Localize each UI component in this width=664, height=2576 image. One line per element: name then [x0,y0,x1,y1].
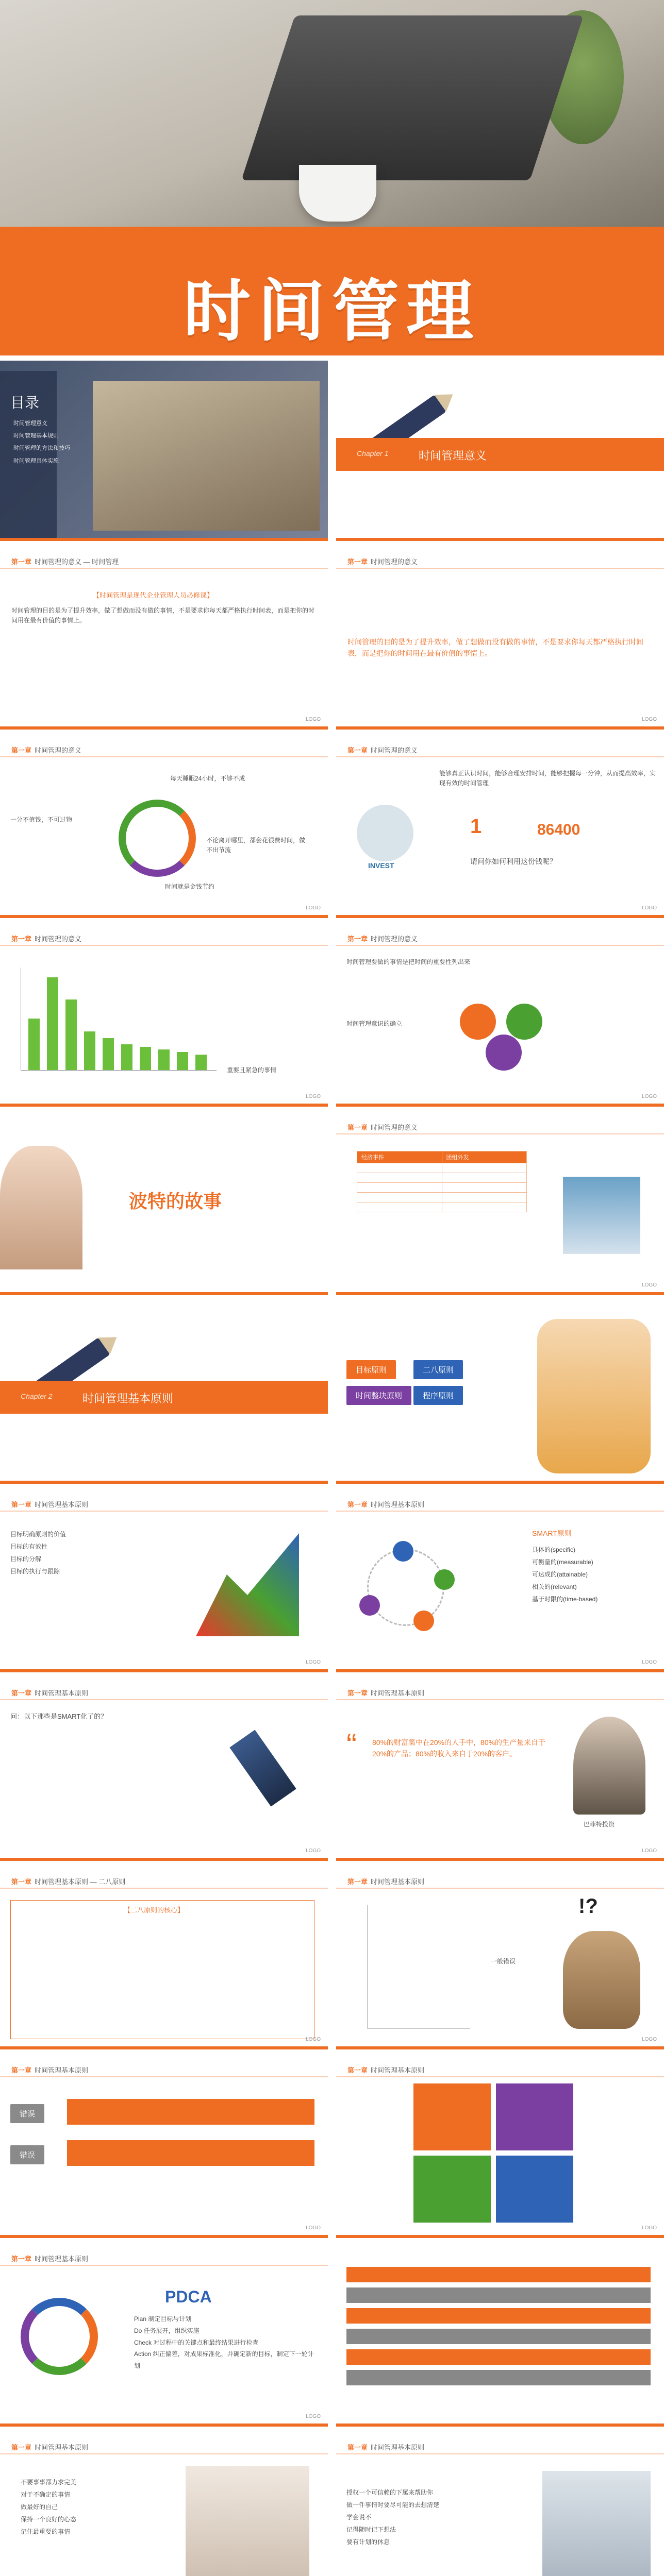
quadrant-1 [413,2083,491,2150]
chart-bar [84,1031,95,1070]
chapter-bar [0,1381,328,1414]
orange-strip [346,2267,651,2282]
quadrant-4 [496,2156,573,2223]
list-item: 目标明确原则的价值 [10,1531,67,1538]
buffett-photo [573,1717,645,1815]
chart-legend: 重要且紧急的事情 [227,1066,277,1074]
logo: LOGO [306,717,321,722]
divider [336,1133,664,1134]
slide-19 [0,2246,328,2427]
orange-strip [346,2349,651,2365]
slide-header: 第一章 时间管理的意义 [11,747,82,754]
logo: LOGO [642,905,657,911]
slide-20 [336,2246,664,2427]
divider [336,756,664,757]
children-photo [537,1319,651,1473]
logo: LOGO [306,2225,321,2231]
laptop-image [241,15,584,180]
arrows-graphic [196,1533,299,1636]
circle-value [486,1035,522,1071]
contents-item[interactable]: 时间管理具体实施 [13,457,59,464]
cycle-label: 一分不值钱，不可过物 [10,816,73,823]
chart-bar [47,977,58,1070]
contents-item[interactable]: 时间管理的方法和技巧 [13,445,70,452]
slide-header: 第一章 时间管理的意义 [347,558,418,566]
dog-photo [563,1931,640,2029]
logo: LOGO [642,2037,657,2042]
story-title: 波特的故事 [129,1191,222,1212]
divider [336,945,664,946]
divider [336,2076,664,2077]
slide-8 [336,1115,664,1295]
slide-17 [0,2058,328,2238]
slide-12 [336,1492,664,1672]
circle-efficiency [506,1004,542,1040]
quadrant-3 [413,2156,491,2223]
list-item: 目标的执行与跟踪 [10,1568,60,1575]
slide-5 [0,738,328,918]
slide-header: 第一章 时间管理的意义 — 时间管理 [11,558,119,566]
slide-15 [0,1869,328,2049]
box-title: 【二八原则的核心】 [124,1906,185,1914]
divider [0,945,328,946]
slide-header: 第一章 时间管理基本原则 [11,1689,89,1697]
error-label: 一般错误 [491,1958,516,1965]
contents-list [13,417,70,467]
chart-bar [103,1038,114,1071]
smart-list: 具体的(specific) 可衡量的(measurable) 可达成的(attainable) 相关的(relevant) 基于时限的(time-based) [532,1546,598,1603]
person-name: 巴菲特投资 [584,1821,615,1828]
divider [0,1888,328,1889]
coffee-cup-image [299,165,376,222]
event-table: 经济事件 团组外发 [357,1151,527,1212]
pdca-title: PDCA [165,2287,212,2306]
slide-header: 第一章 时间管理基本原则 [11,1501,89,1509]
logo: LOGO [306,1848,321,1854]
chart-bar [28,1019,40,1070]
highlight-text: 时间管理的目的是为了提升效率，做了想做而没有做的事情，不是要求你每天都严格执行时间表，而是把你的时间用在最有价值的事情上。 [347,638,643,657]
left-label: 时间管理意识的确立 [346,1020,403,1027]
divider [336,1699,664,1700]
slide-header: 第一章 时间管理基本原则 [347,1689,425,1697]
slide-11 [0,1492,328,1672]
chart-bar [121,1044,132,1070]
orange-bar [67,2140,314,2166]
cycle-label: 时间就是金钱节约 [165,883,215,890]
chapter-bar [336,438,664,471]
body-text: 时间管理的目的是为了提升效率，做了想做而没有做的事情，不是要求你每天都严格执行时间表，而是把你的时间用在最有价值的事情上。 [11,607,315,624]
slide-9 [0,1115,328,1295]
logo: LOGO [642,717,657,722]
divider [336,1511,664,1512]
line-graph [367,1905,470,2029]
logo: LOGO [306,2414,321,2419]
question-text: 请问你如何利用这份钱呢？ [470,857,557,866]
slide-heading: 【时间管理是现代企业管理人员必修课】 [93,591,214,599]
logo: LOGO [642,1848,657,1854]
slide-chapter-2 [0,1303,328,1484]
logo: LOGO [306,1094,321,1099]
principle-pill[interactable]: 时间整块原则 [346,1386,411,1405]
writing-hand-photo [186,2466,309,2576]
slide-2 [0,549,328,730]
ring-dot [393,1541,413,1562]
contents-item[interactable]: 时间管理基本规则 [13,433,59,439]
divider [0,2076,328,2077]
list-item: 目标的有效性 [10,1543,48,1550]
slide-header: 第一章 时间管理基本原则 [11,2066,89,2074]
slide-chapter-1 [336,361,664,541]
slide-3 [336,549,664,730]
divider [336,1888,664,1889]
slide-header: 第一章 时间管理的意义 [347,935,418,943]
cycle-diagram [119,800,196,877]
slide-header: 第一章 时间管理的意义 [11,935,82,943]
divider [0,2265,328,2266]
slide-7 [336,926,664,1107]
chapter-sub: Chapter 1 [357,449,389,457]
gray-strip [346,2329,651,2344]
bar-chart [21,968,217,1071]
divider [0,1699,328,1700]
slide-header: 第一章 时间管理基本原则 [347,1878,425,1886]
slide-13 [0,1681,328,1861]
slide-16 [336,1869,664,2049]
gray-strip [346,2370,651,2385]
logo: LOGO [642,1659,657,1665]
ring-dot [434,1569,455,1590]
goal-list [10,1528,66,1578]
cover [0,0,664,355]
books-image [563,1177,640,1254]
quote-text: 80%的财富集中在20%的人手中，80%的生产量来自于20%的产品；80%的收入来自于20%的客户。 [372,1738,546,1758]
pdca-cycle [21,2298,98,2375]
child-photo [0,1146,82,1269]
chart-bar [195,1055,207,1070]
person-desk-photo [542,2471,651,2576]
invest-label: INVEST [368,861,394,870]
principle-box [10,1900,314,2039]
logo: LOGO [642,1282,657,1288]
divider [0,568,328,569]
logo: LOGO [306,2037,321,2042]
slide-header: 第一章 时间管理基本原则 — 二八原则 [11,1878,126,1886]
orange-strip [346,2308,651,2324]
ring-dot [359,1595,380,1616]
principle-pill[interactable]: 目标原则 [346,1360,396,1379]
chart-bar [158,1049,170,1070]
principle-pill[interactable]: 程序原则 [413,1386,463,1405]
quote-icon: “ [346,1727,357,1762]
tips-list: 不要事事都力求完美 对于不确定的事情 做最好的自己 保持一个良好的心态 记住最重要的事情 [21,2479,77,2535]
slide-10 [336,1303,664,1484]
big-number: 1 [470,815,482,838]
slide-header: 第一章 时间管理基本原则 [11,2255,89,2263]
cover-title: 时间管理 [183,272,480,350]
slide-header: 第一章 时间管理的意义 [347,1124,418,1131]
slide-header: 第一章 时间管理基本原则 [11,2444,89,2451]
body-text: 能够真正认识时间，能够合理安排时间，能够把握每一分钟，从而提高效率，实现有效的时间管理 [439,770,656,787]
divider [336,568,664,569]
smart-title: SMART原则 [532,1529,572,1537]
pen-image [229,1730,296,1806]
seconds-number: 86400 [537,821,580,838]
slide-contents [0,361,328,541]
tips-list: 授权一个可信赖的下属来帮助你 做一件事情时要尽可能的去想清楚 学会说不 记得随时记下想法 要有计划的休息 [346,2489,440,2546]
logo: LOGO [642,2225,657,2231]
quadrant-2 [496,2083,573,2150]
chapter-sub: Chapter 2 [21,1392,53,1400]
meeting-photo [93,381,320,531]
divider [336,2453,664,2454]
chapter-title: 时间管理基本原则 [82,1392,174,1405]
chart-bar [65,999,77,1071]
pdca-list: Plan 制定目标与计划 Do 任务展开，组织实施 Check 对过程中的关键点和最终结果进行检查 Action 纠正偏差，对成果标准化，并确定新的目标，制定下一轮计划 [134,2315,314,2370]
principle-pill[interactable]: 二八原则 [413,1360,463,1379]
slide-21 [0,2435,328,2576]
exclaim-question-icon: !? [578,1895,598,1918]
slide-18 [336,2058,664,2238]
error-pill: 错误 [10,2145,44,2164]
error-pill: 错误 [10,2104,44,2123]
contents-title: 目录 [10,395,40,411]
list-item: 目标的分解 [10,1555,42,1563]
invest-piggy-image [357,805,413,861]
gray-strip [346,2287,651,2303]
divider [0,2453,328,2454]
chapter-title: 时间管理意义 [419,449,487,462]
slide-header: 第一章 时间管理基本原则 [347,1501,425,1509]
divider [0,756,328,757]
slide-header: 第一章 时间管理基本原则 [347,2066,425,2074]
cycle-label: 每天睡眠24小时，不够不成 [170,775,245,782]
contents-item[interactable]: 时间管理意义 [13,420,47,427]
logo: LOGO [306,905,321,911]
divider [0,1511,328,1512]
ring-dot [413,1611,434,1631]
slide-6 [0,926,328,1107]
circle-time [460,1004,496,1040]
body-text: 时间管理要做的事情是把时间的重要性列出来 [346,958,471,965]
orange-bar [67,2099,314,2125]
slide-4 [336,738,664,918]
slide-22 [336,2435,664,2576]
cycle-label: 不论离开哪里，都会花很费时间，做不出节流 [206,837,306,854]
slide-header: 第一章 时间管理的意义 [347,747,418,754]
slide-14 [336,1681,664,1861]
question-text: 问：以下那些是SMART化了的？ [10,1713,108,1720]
logo: LOGO [642,1094,657,1099]
slide-header: 第一章 时间管理基本原则 [347,2444,425,2451]
logo: LOGO [306,1659,321,1665]
chart-bar [177,1052,188,1070]
chart-bar [140,1047,151,1070]
